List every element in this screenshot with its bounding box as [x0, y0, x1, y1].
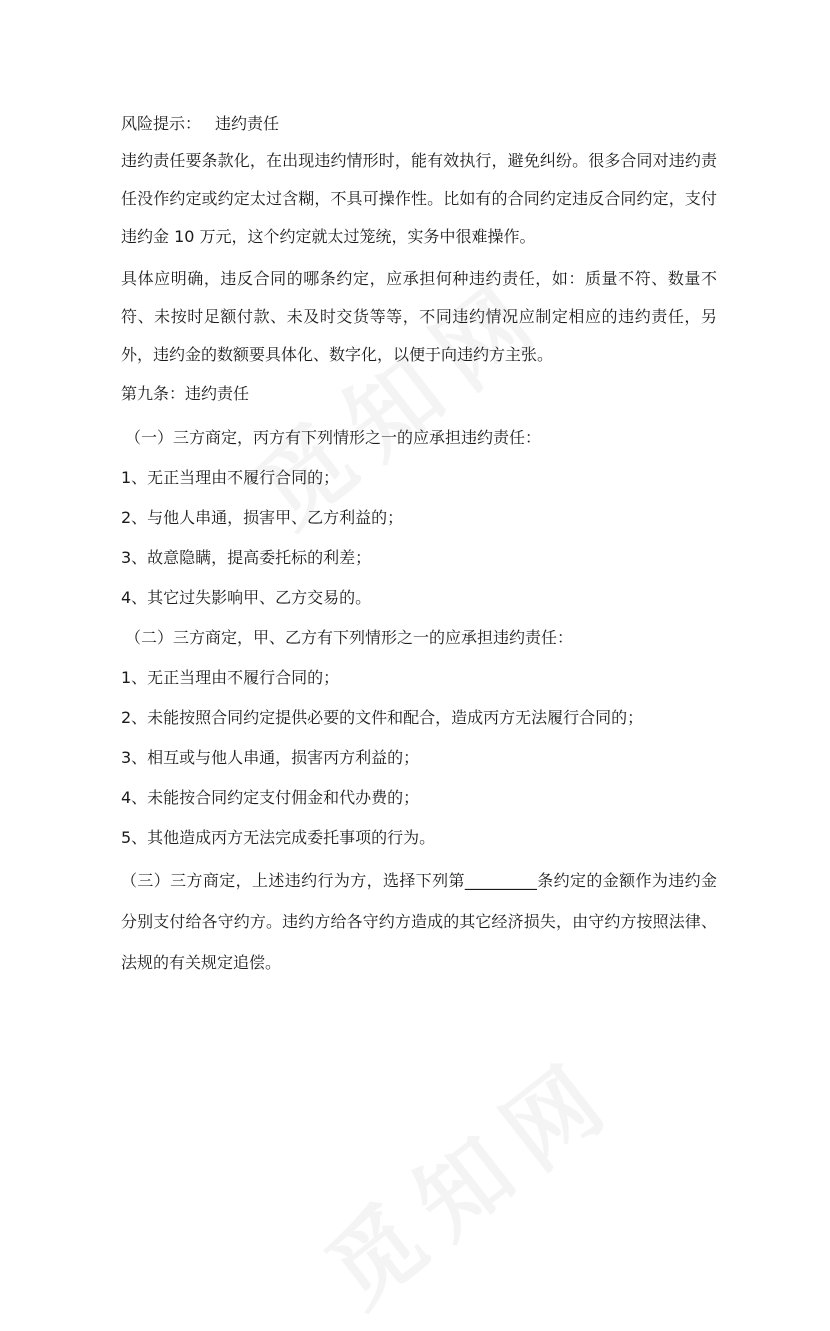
list-item: 2、与他人串通，损害甲、乙方利益的； [121, 508, 404, 527]
document-page [121, 106, 717, 983]
risk-tip-heading [121, 106, 717, 142]
list-item: 3、相互或与他人串通，损害丙方利益的； [121, 748, 420, 767]
list-item: 4、其它过失影响甲、乙方交易的。 [121, 588, 372, 607]
list-item: 1、无正当理由不履行合同的； [121, 468, 340, 487]
watermark [295, 1021, 641, 1331]
list-item: 5、其他造成丙方无法完成委托事项的行为。 [121, 828, 436, 847]
list-item: 3、故意隐瞒，提高委托标的利差； [121, 548, 372, 567]
list-item: 1、无正当理由不履行合同的； [121, 668, 340, 687]
list-item: 2、未能按照合同约定提供必要的文件和配合，造成丙方无法履行合同的； [121, 708, 644, 727]
section-2-heading: （二）三方商定，甲、乙方有下列情形之一的应承担违约责任： [125, 628, 574, 647]
risk-tip-title: 违约责任 [215, 114, 280, 133]
section-1-heading: （一）三方商定，丙方有下列情形之一的应承担违约责任： [125, 428, 542, 447]
article-title: 第九条：违约责任 [121, 384, 250, 403]
risk-paragraph-2: 具体应明确，违反合同的哪条约定，应承担何种违约责任，如：质量不符、数量不符、未按时足额付款、未及时交货等等，不同违约情况应制定相应的违约责任，另外，违约金的数额要具体化、数字化，以便于向违约方主张。 [121, 269, 717, 364]
risk-paragraph-1: 违约责任要条款化，在出现违约情形时，能有效执行，避免纠纷。很多合同对违约责任没作约定或约定太过含糊，不具可操作性。比如有的合同约定违反合同约定，支付违约金 10 万元，这个约定就太过笼统，实务中很难操作。 [121, 151, 717, 246]
section-3-paragraph: （三）三方商定，上述违约行为方，选择下列第_________条约定的金额作为违约金分别支付给各守约方。违约方给各守约方造成的其它经济损失，由守约方按照法律、法规的有关规定追偿。 [121, 871, 717, 972]
risk-tip-label: 风险提示： [121, 114, 202, 133]
list-item: 4、未能按合同约定支付佣金和代办费的； [121, 788, 420, 807]
